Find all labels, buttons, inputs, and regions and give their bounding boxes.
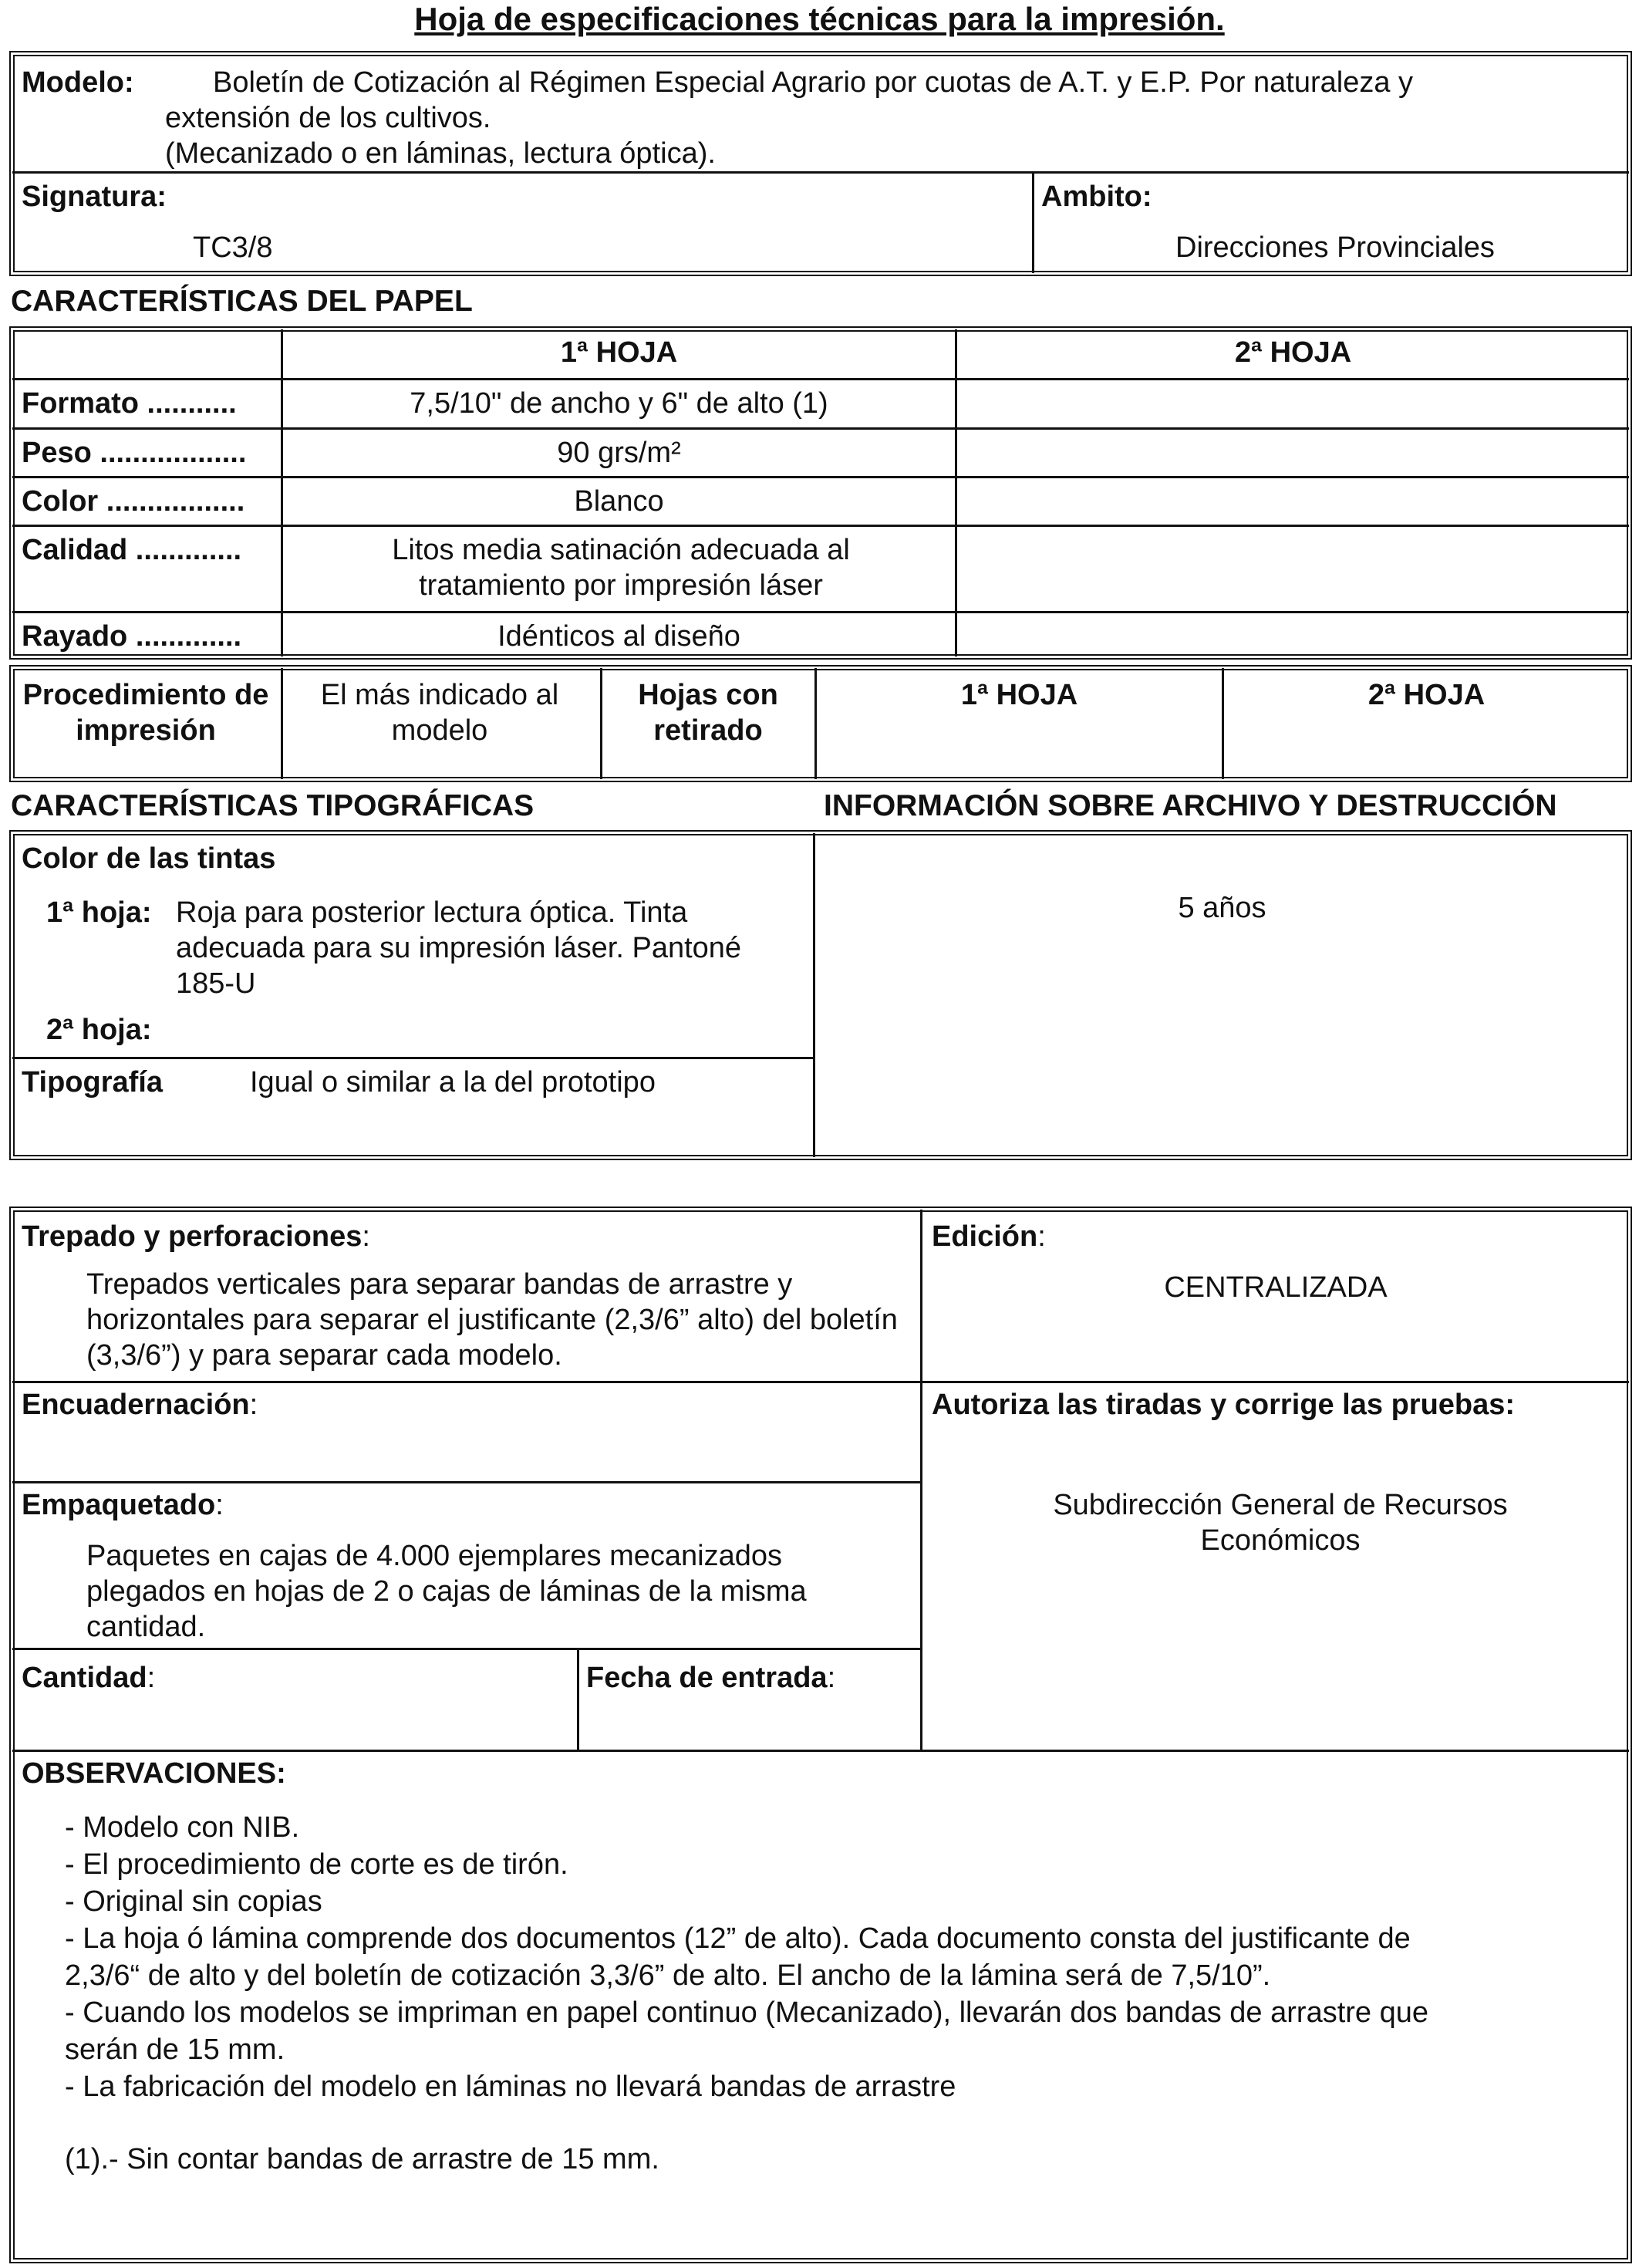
papel-row-value: Litos media satinación adecuada al tratamiento por impresión láser [392, 534, 850, 602]
hojas-retirado-label: Hojas con retirado [638, 679, 778, 747]
divider [12, 1750, 1629, 1752]
modelo-line-2: extensión de los cultivos. [165, 102, 491, 134]
divider [12, 171, 1629, 174]
ambito-value: Direcciones Provinciales [1175, 231, 1495, 264]
trepado-value: Trepados verticales para separar bandas de arrastre y horizontales para separar el justificante (2,3/6” alto) del boletín (3,3/6”) y para separar cada modelo. [86, 1268, 898, 1372]
observaciones-note: (1).- Sin contar bandas de arrastre de 15 mm. [65, 2143, 659, 2175]
empaquetado-heading [22, 1487, 224, 1523]
edicion-heading [932, 1219, 1046, 1254]
observaciones-line: - El procedimiento de corte es de tirón. [65, 1848, 568, 1881]
observaciones-line: - Original sin copias [65, 1885, 322, 1918]
tipograficas-heading: CARACTERÍSTICAS TIPOGRÁFICAS [11, 789, 535, 822]
papel-row-label: Calidad ............. [22, 534, 242, 566]
tipografia-label: Tipografía [22, 1066, 163, 1099]
modelo-line-3: (Mecanizado o en láminas, lectura óptica). [165, 137, 716, 170]
archivo-value: 5 años [1178, 892, 1266, 924]
observaciones-line: serán de 15 mm. [65, 2033, 285, 2066]
ambito-label: Ambito: [1041, 181, 1152, 213]
tipografia-value: Igual o similar a la del prototipo [250, 1066, 656, 1099]
divider [12, 427, 1629, 430]
modelo-label: Modelo: [22, 66, 134, 99]
papel-heading: CARACTERÍSTICAS DEL PAPEL [11, 285, 473, 318]
trepado-colon: : [362, 1220, 370, 1253]
autoriza-label: Autoriza las tiradas y corrige las pruebas: [932, 1389, 1516, 1421]
encuadernacion-label: Encuadernación [22, 1389, 250, 1421]
fecha-colon: : [827, 1662, 836, 1694]
color-tintas-label: Color de las tintas [22, 842, 276, 875]
papel-row-value: Idénticos al diseño [497, 620, 740, 653]
autoriza-value: Subdirección General de Recursos Económicos [1053, 1489, 1508, 1557]
divider [12, 525, 1629, 527]
divider [813, 833, 815, 1157]
page-title: Hoja de especificaciones técnicas para la impresión. [414, 1, 1225, 37]
divider [12, 611, 1629, 613]
modelo-line-1: Boletín de Cotización al Régimen Especial Agrario por cuotas de A.T. y E.P. Por naturaleza y [213, 66, 1414, 99]
papel-row-value: Blanco [574, 485, 664, 518]
empaquetado-colon: : [215, 1489, 224, 1521]
divider [600, 668, 602, 779]
divider [12, 1648, 921, 1650]
divider [12, 1381, 1629, 1383]
edicion-value: CENTRALIZADA [1164, 1271, 1388, 1304]
procedimiento-value: El más indicado al modelo [320, 679, 559, 747]
cantidad-label: Cantidad [22, 1662, 147, 1694]
edicion-label: Edición [932, 1220, 1038, 1253]
divider [281, 668, 283, 779]
procedimiento-col-2: 2ª HOJA [1368, 679, 1486, 711]
papel-col-2: 2ª HOJA [1234, 336, 1352, 369]
fecha-heading [586, 1660, 835, 1696]
empaquetado-value: Paquetes en cajas de 4.000 ejemplares mecanizados plegados en hojas de 2 o cajas de láminas de la misma cantidad. [86, 1540, 807, 1643]
hoja1-label: 1ª hoja: [46, 896, 152, 929]
observaciones-line: 2,3/6“ de alto y del boletín de cotización 3,3/6” de alto. El ancho de la lámina será de 7,5/10”. [65, 1959, 1271, 1992]
divider [1032, 171, 1034, 273]
papel-row-label: Peso .................. [22, 437, 247, 469]
empaquetado-label: Empaquetado [22, 1489, 216, 1521]
papel-row-label: Formato ........... [22, 387, 237, 420]
fecha-label: Fecha de entrada [586, 1662, 828, 1694]
divider [577, 1648, 579, 1750]
hoja2-label: 2ª hoja: [46, 1014, 152, 1046]
papel-row-value: 7,5/10" de ancho y 6" de alto (1) [410, 387, 828, 420]
observaciones-line: - La hoja ó lámina comprende dos documentos (12” de alto). Cada documento consta del justificante de [65, 1922, 1411, 1955]
papel-row-value: 90 grs/m² [557, 437, 681, 469]
signatura-label: Signatura: [22, 181, 167, 213]
trepado-heading [22, 1219, 370, 1254]
encuadernacion-colon: : [249, 1389, 258, 1421]
edicion-colon: : [1037, 1220, 1046, 1253]
papel-row-label: Color ................. [22, 485, 245, 518]
observaciones-line: - Modelo con NIB. [65, 1811, 300, 1844]
divider [12, 1057, 814, 1059]
encuadernacion-heading [22, 1387, 258, 1423]
divider [12, 378, 1629, 380]
cantidad-colon: : [147, 1662, 156, 1694]
hoja1-value: Roja para posterior lectura óptica. Tinta adecuada para su impresión láser. Pantoné 185-U [176, 896, 742, 1000]
observaciones-line: - Cuando los modelos se impriman en papel continuo (Mecanizado), llevarán dos bandas de arrastre que [65, 1996, 1429, 2029]
papel-row-label: Rayado ............. [22, 620, 242, 653]
archivo-heading: INFORMACIÓN SOBRE ARCHIVO Y DESTRUCCIÓN [824, 789, 1557, 822]
papel-col-1: 1ª HOJA [560, 336, 678, 369]
procedimiento-label: Procedimiento de impresión [22, 679, 269, 747]
procedimiento-col-1: 1ª HOJA [960, 679, 1078, 711]
trepado-label: Trepado y perforaciones [22, 1220, 363, 1253]
observaciones-line: - La fabricación del modelo en láminas no llevará bandas de arrastre [65, 2071, 956, 2103]
signatura-value: TC3/8 [193, 231, 273, 264]
observaciones-label: OBSERVACIONES: [22, 1757, 286, 1790]
divider [12, 476, 1629, 478]
divider [12, 1481, 921, 1483]
cantidad-heading [22, 1660, 155, 1696]
